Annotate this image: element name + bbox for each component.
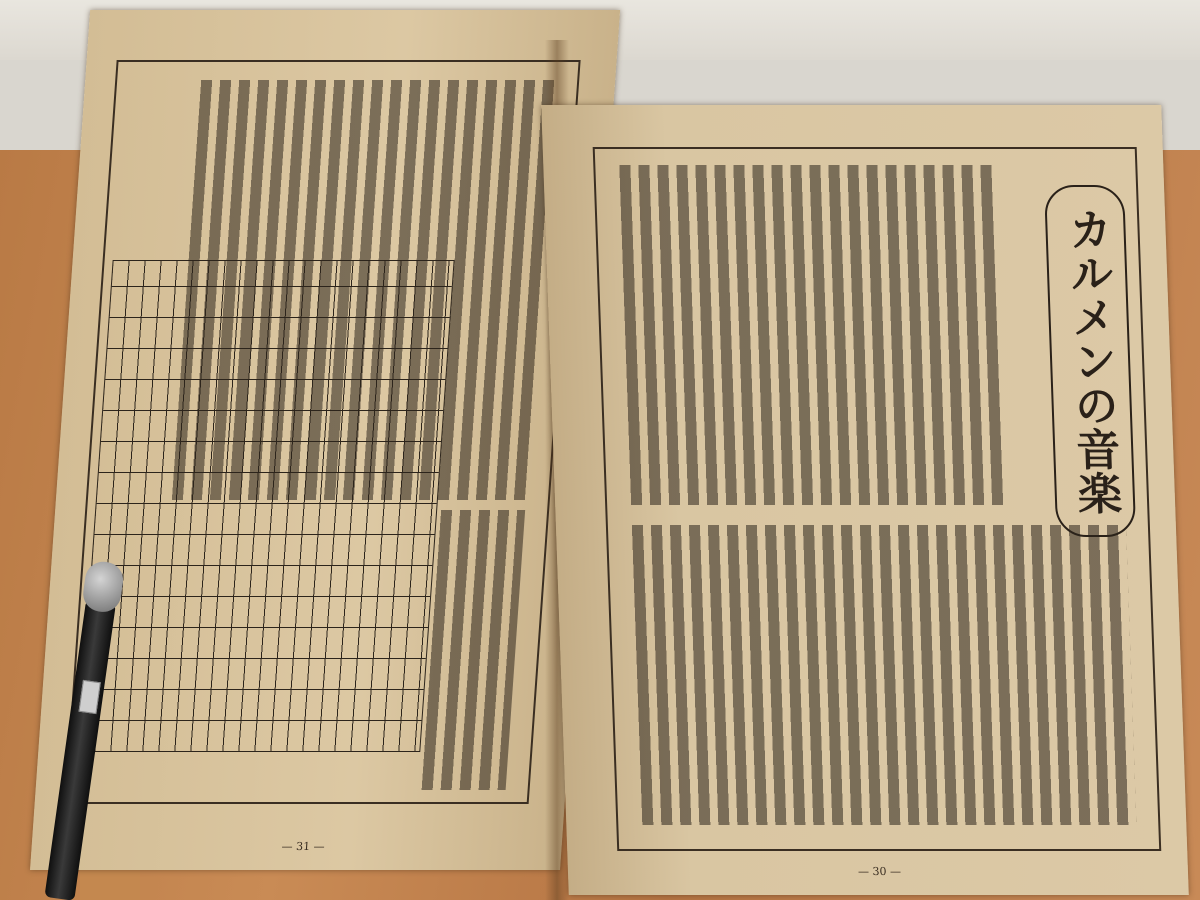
article-title: カルメンの音楽	[1044, 185, 1136, 537]
right-page-number: — 30 —	[857, 865, 902, 878]
left-body-text	[166, 80, 555, 500]
left-page-number: — 31 —	[281, 840, 326, 853]
right-body-text-lower	[626, 525, 1136, 825]
right-page	[541, 105, 1189, 895]
left-page	[30, 10, 620, 870]
right-body-text	[613, 165, 1005, 505]
pen-cap	[81, 559, 126, 614]
